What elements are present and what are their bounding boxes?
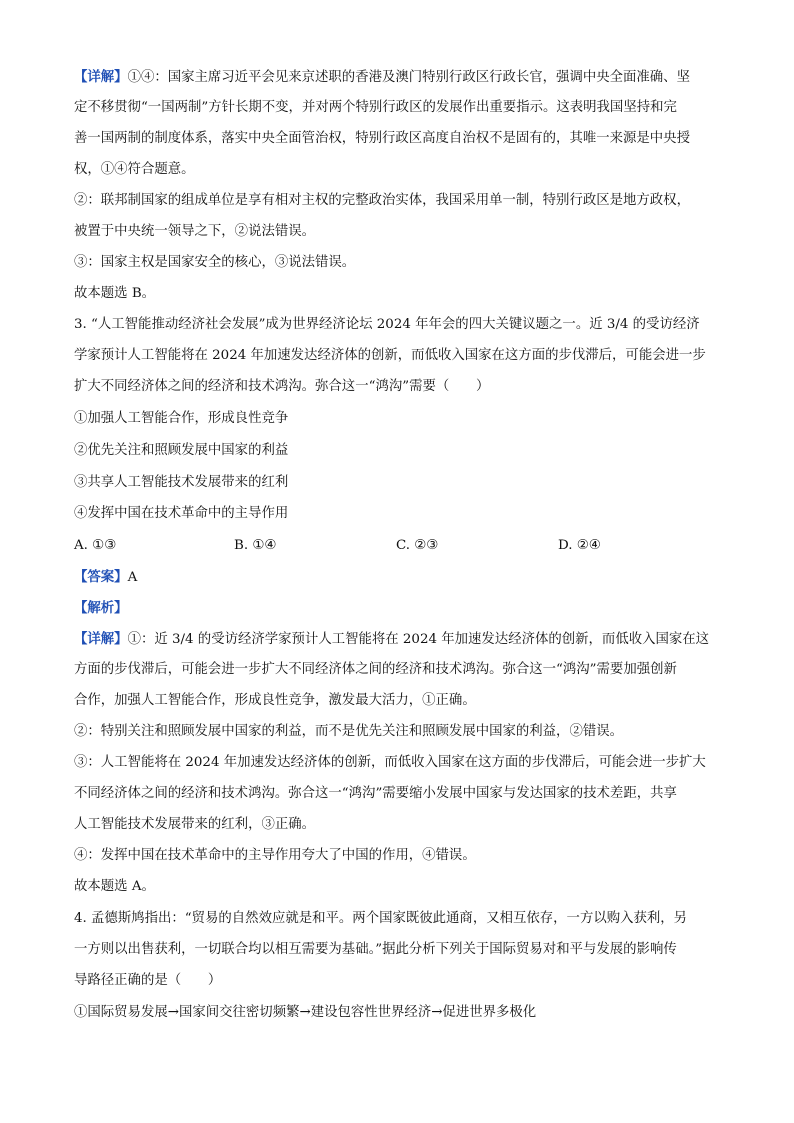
q3-statement: ④发挥中国在技术革命中的主导作用 [74,506,289,521]
q3-detail-line: ④：发挥中国在技术革命中的主导作用夸大了中国的作用，④错误。 [74,848,476,863]
option-a: A. ①③ [74,538,117,553]
q2-detail-line: ③：国家主权是国家安全的核心，③说法错误。 [74,255,356,270]
q2-detail-line: 定不移贯彻“一国两制”方针长期不变，并对两个特别行政区的发展作出重要指示。这表明我国坚持和完 [74,100,677,115]
q3-detail-line: 方面的步伐滞后，可能会进一步扩大不同经济体之间的经济和技术鸿沟。弥合这一“鸿沟”需要加强创新 [74,662,677,677]
q2-detail-line: 被置于中央统一领导之下，②说法错误。 [74,224,316,239]
analysis-tag: 【解析】 [74,600,128,616]
q3-stem-line: 学家预计人工智能将在 2024 年加速发达经济体的创新，而低收入国家在这方面的步伐滞后，可能会进一步 [74,348,706,363]
q3-detail-line: ③：人工智能将在 2024 年加速发达经济体的创新，而低收入国家在这方面的步伐滞后，可能会进一步扩大 [74,755,706,770]
answer-tag: 【答案】 [74,569,128,585]
q3-conclusion: 故本题选 A。 [74,879,155,894]
detail-tag: 【详解】 [74,69,128,85]
q3-detail-line: 人工智能技术发展带来的红利，③正确。 [74,817,316,832]
q3-analysis-heading [74,599,128,618]
q2-detail-line: ②：联邦制国家的组成单位是享有相对主权的完整政治实体，我国采用单一制，特别行政区是地方政权， [74,193,690,208]
q4-stem-line: 4. 孟德斯鸠指出：“贸易的自然效应就是和平。两个国家既彼此通商，又相互依存，一方以购入获利，另 [74,911,688,926]
q3-statement: ②优先关注和照顾发展中国家的利益 [74,443,289,458]
q3-statement: ①加强人工智能合作，形成良性竞争 [74,411,289,426]
q3-stem-line: 3. “人工智能推动经济社会发展”成为世界经济论坛 2024 年年会的四大关键议题之一。近 3/4 的受访经济 [74,317,700,332]
q3-detail-line: ②：特别关注和照顾发展中国家的利益，而不是优先关注和照顾发展中国家的利益，②错误。 [74,724,624,739]
q3-answer [74,568,137,587]
q2-detail-line: 【详解】①④：国家主席习近平会见来京述职的香港及澳门特别行政区行政长官，强调中央全面准确、坚 [74,69,690,85]
option-d: D. ②④ [558,538,601,553]
q3-detail-line: 合作，加强人工智能合作，形成良性竞争，激发最大活力，①正确。 [74,693,476,708]
option-c: C. ②③ [396,538,439,553]
q2-detail-line: 权，①④符合题意。 [74,162,195,177]
q3-detail-line: 不同经济体之间的经济和技术鸿沟。弥合这一“鸿沟”需要缩小发展中国家与发达国家的技术差距，共享 [74,786,677,801]
q3-detail-line: 【详解】①：近 3/4 的受访经济学家预计人工智能将在 2024 年加速发达经济体的创新，而低收入国家在这 [74,631,710,647]
q4-stem-line: 导路径正确的是（ ） [74,973,222,988]
q3-options [74,537,734,555]
q2-detail-line: 善一国两制的制度体系，落实中央全面管治权，特别行政区高度自治权不是固有的，其唯一来源是中央授 [74,131,690,146]
detail-tag: 【详解】 [74,631,128,647]
q4-stem-line: 一方则以出售获利，一切联合均以相互需要为基础。”据此分析下列关于国际贸易对和平与发展的影响传 [74,942,677,957]
q3-statement: ③共享人工智能技术发展带来的红利 [74,475,289,490]
q2-conclusion: 故本题选 B。 [74,286,156,301]
q3-stem-line: 扩大不同经济体之间的经济和技术鸿沟。弥合这一“鸿沟”需要（ ） [74,379,490,394]
q4-statement: ①国际贸易发展→国家间交往密切频繁→建设包容性世界经济→促进世界多极化 [74,1005,537,1020]
option-b: B. ①④ [234,538,277,553]
answer-value: A [127,570,138,585]
